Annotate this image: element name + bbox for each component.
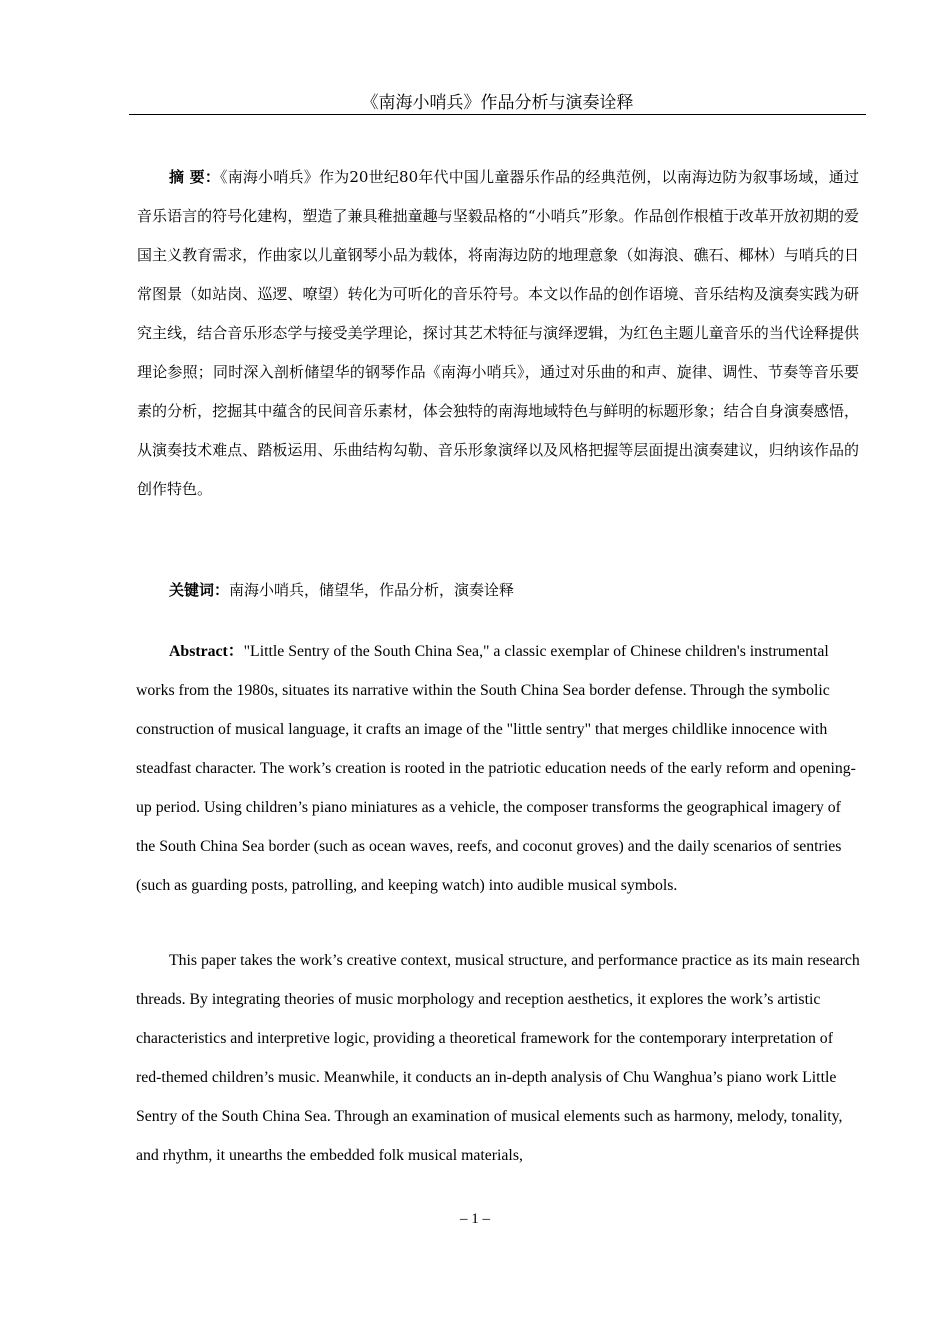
chinese-abstract-label: 摘 要： [169,168,221,186]
english-abstract-paragraph-1 [136,632,860,905]
page-number: – 1 – [460,1211,490,1227]
english-abstract-paragraph-2-text: This paper takes the work’s creative context, musical structure, and performance practice as its main research threads. By integrating theories of music morphology and reception aesthetics, it explores the work’s artistic characteristics and interpretive logic, providing a theoretical framework for the contemporary interpretation of red-themed children’s music. Meanwhile, it conducts an in-depth analysis of Chu Wanghua’s piano work Little Sentry of the South China Sea. Through an examination of musical elements such as harmony, melody, tonality, and rhythm, it unearths the embedded folk musical materials, [136,952,860,1164]
chinese-keywords [137,571,859,610]
english-abstract-label: Abstract： [169,643,244,660]
chinese-abstract-text: 《南海小哨兵》作为20世纪80年代中国儿童器乐作品的经典范例，以南海边防为叙事场域，通过音乐语言的符号化建构，塑造了兼具稚拙童趣与坚毅品格的“小哨兵”形象。作品创作根植于改革开放初期的爱国主义教育需求，作曲家以儿童钢琴小品为载体，将南海边防的地理意象（如海浪、礁石、椰林）与哨兵的日常图景（如站岗、巡逻、嘹望）转化为可听化的音乐符号。本文以作品的创作语境、音乐结构及演奏实践为研究主线，结合音乐形态学与接受美学理论，探讨其艺术特征与演绎逻辑，为红色主题儿童音乐的当代诠释提供理论参照；同时深入剖析储望华的钢琴作品《南海小哨兵》，通过对乐曲的和声、旋律、调性、节奏等音乐要素的分析，挖掘其中蕴含的民间音乐素材，体会独特的南海地域特色与鲜明的标题形象；结合自身演奏感悟，从演奏技术难点、踏板运用、乐曲结构勾勒、音乐形象演绎以及风格把握等层面提出演奏建议，归纳该作品的创作特色。 [137,168,859,498]
chinese-abstract [137,158,859,509]
running-header-title: 《南海小哨兵》作品分析与演奏诠释 [361,93,634,113]
chinese-keywords-text: 南海小哨兵，储望华，作品分析，演奏诠释 [229,581,515,599]
english-abstract-paragraph-2 [136,941,860,1175]
english-abstract-paragraph-1-text: "Little Sentry of the South China Sea," a classic exemplar of Chinese children's instrumental works from the 1980s, situates its narrative within the South China Sea border defense. Through the symbolic construction of musical language, it crafts an image of the "little sentry" that merges childlike innocence with steadfast character. The work’s creation is rooted in the patriotic education needs of the early reform and opening-up period. Using children’s piano miniatures as a vehicle, the composer transforms the geographical imagery of the South China Sea border (such as ocean waves, reefs, and coconut groves) and the daily scenarios of sentries (such as guarding posts, patrolling, and keeping watch) into audible musical symbols. [136,643,856,894]
header-rule [129,114,866,115]
chinese-keywords-label: 关键词： [169,581,230,599]
